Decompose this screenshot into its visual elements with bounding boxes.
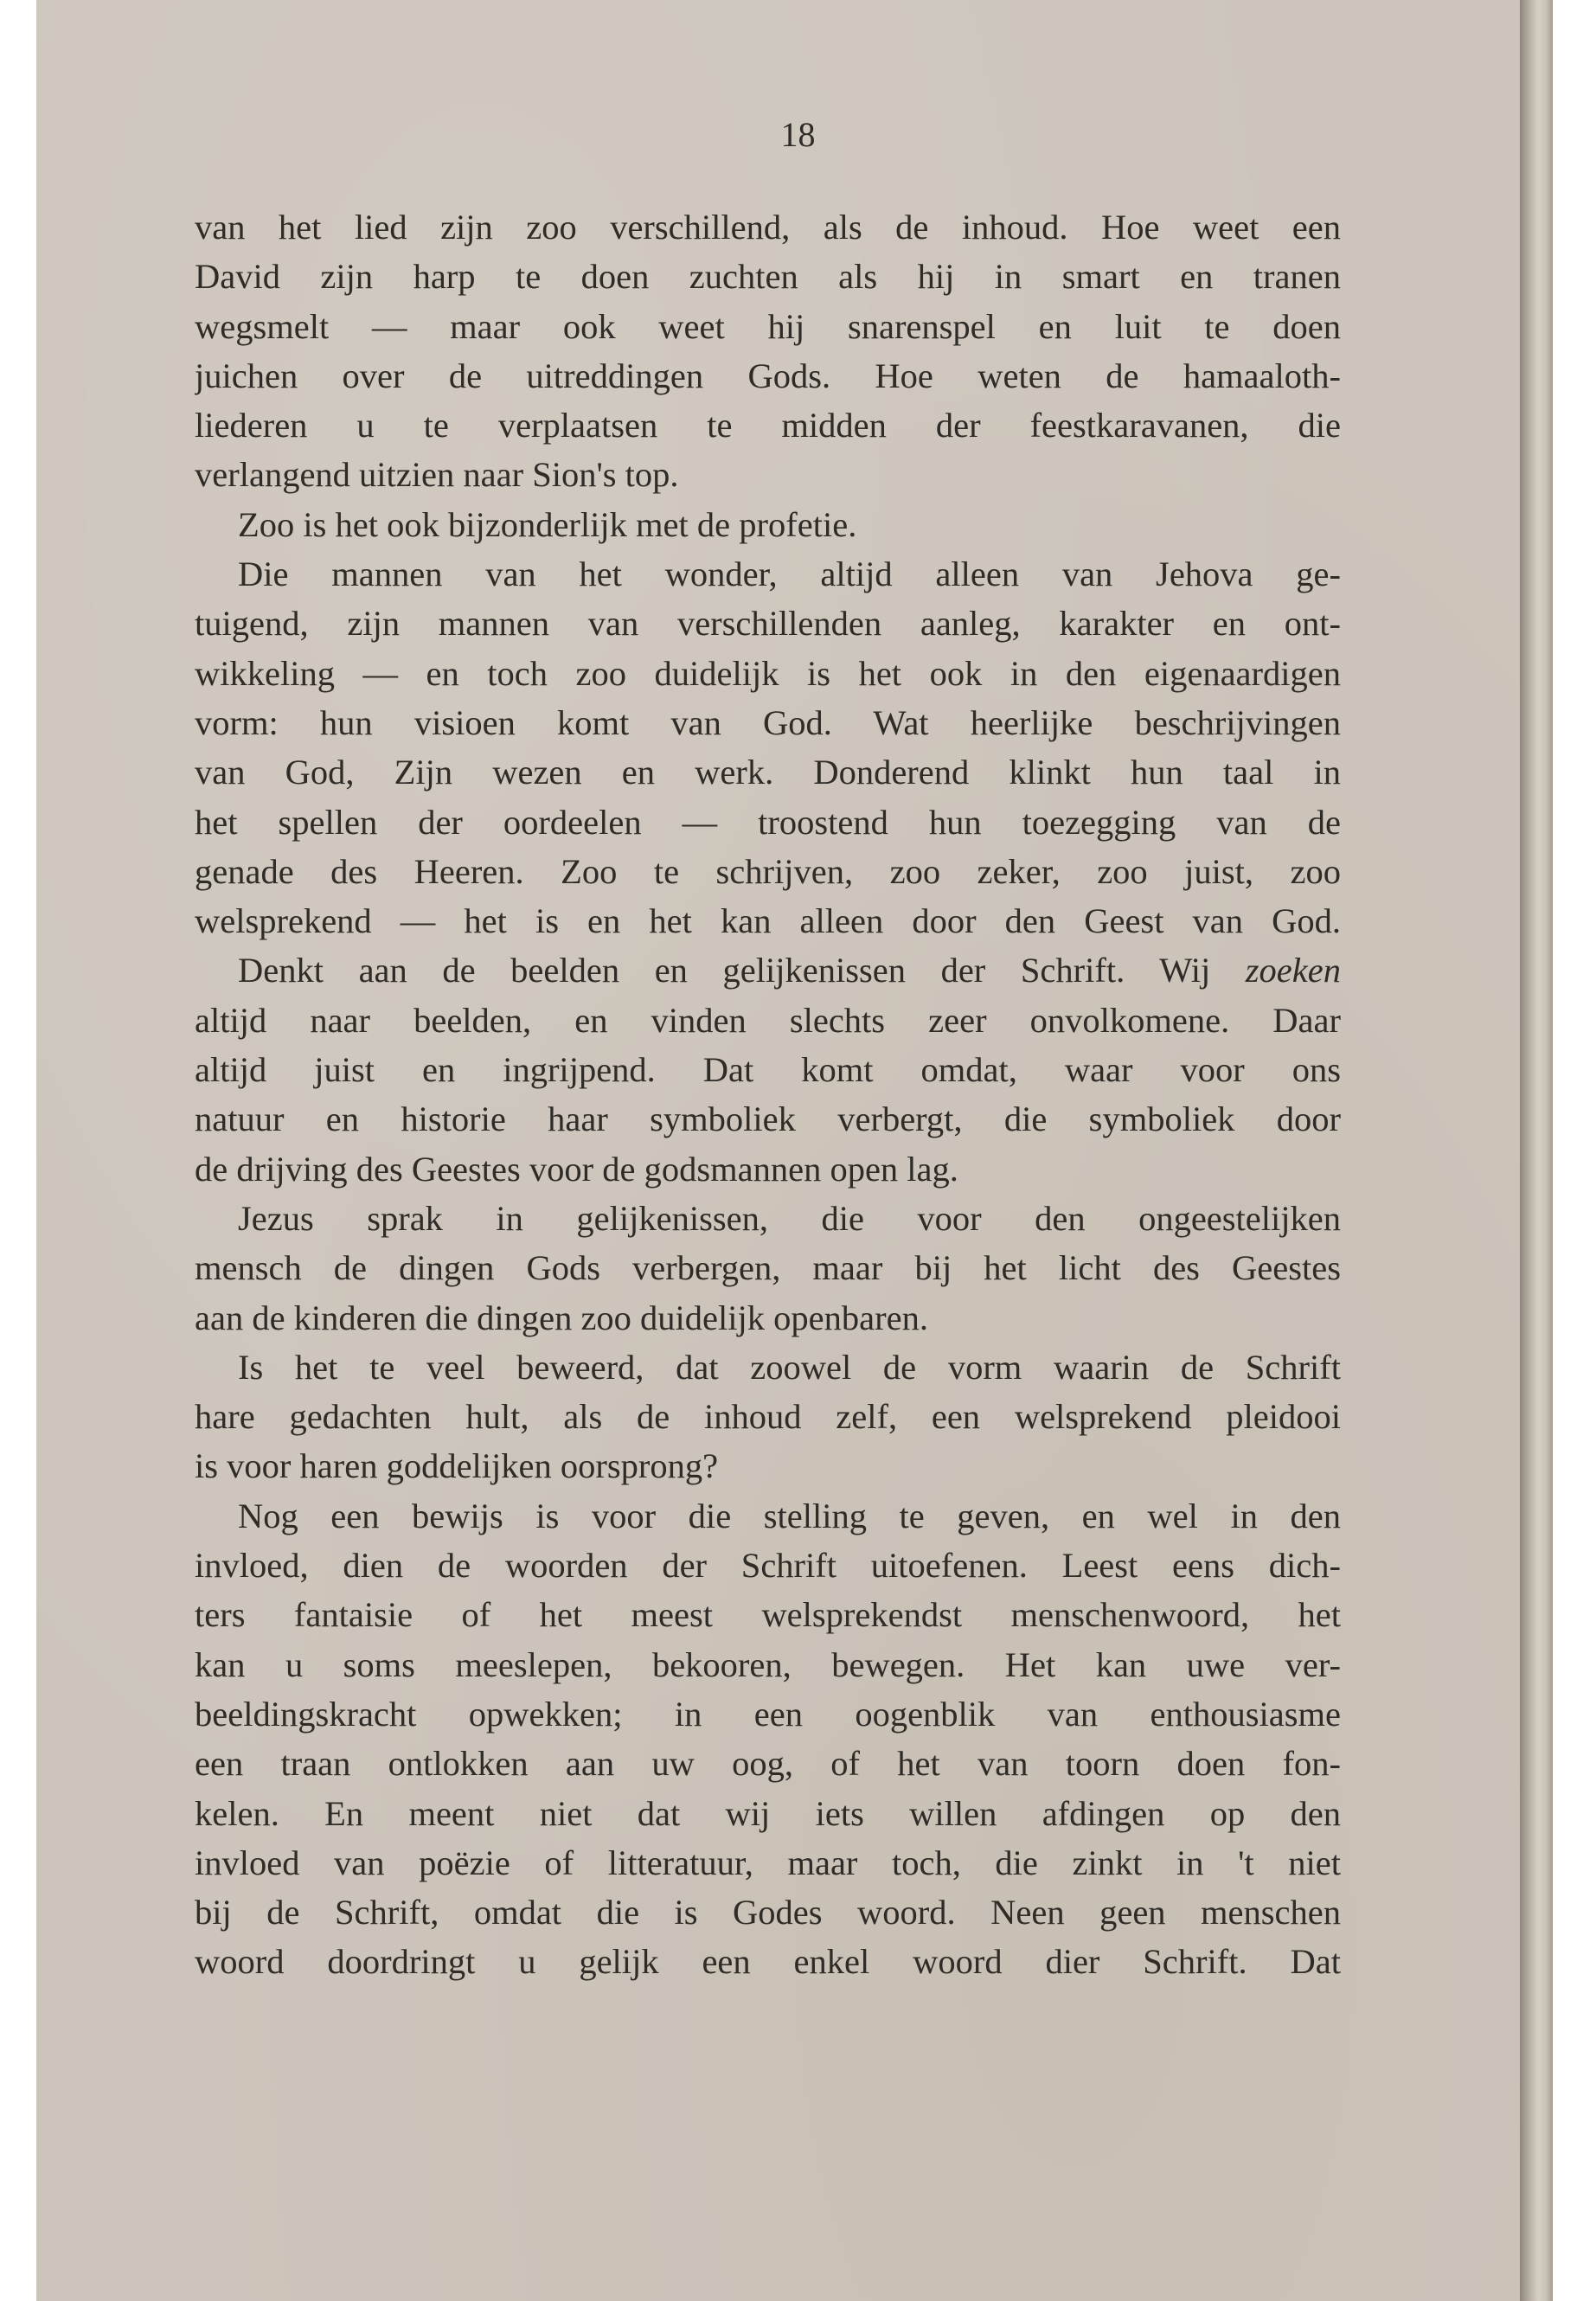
text-line-content: altijd juist en ingrijpend. Dat komt omdat, waar voor ons xyxy=(195,1050,1341,1090)
text-line-content: natuur en historie haar symboliek verbergt, die symboliek door xyxy=(195,1099,1341,1139)
text-line-content: invloed, dien de woorden der Schrift uitoefenen. Leest eens dich- xyxy=(195,1546,1341,1586)
text-line xyxy=(195,450,1341,499)
text-line-content: Jezus sprak in gelijkenissen, die voor den ongeestelijken xyxy=(238,1198,1341,1238)
text-line-content: ters fantaisie of het meest welsprekendst menschenwoord, het xyxy=(195,1595,1341,1635)
text-line xyxy=(195,847,1341,896)
text-line-content: invloed van poëzie of litteratuur, maar toch, die zinkt in 't niet xyxy=(195,1843,1341,1882)
text-line xyxy=(195,1293,1341,1343)
text-line-content: wikkeling — en toch zoo duidelijk is het ook in den eigenaardigen xyxy=(195,653,1341,693)
emphasized-word: zoeken xyxy=(1245,951,1341,990)
page-margin-background xyxy=(1553,0,1596,2301)
text-line-content: aan de kinderen die dingen zoo duidelijk openbaren. xyxy=(195,1298,928,1337)
text-line-content: woord doordringt u gelijk een enkel woord dier Schrift. Dat xyxy=(195,1942,1341,1982)
text-line xyxy=(195,1541,1341,1590)
text-line xyxy=(195,896,1341,945)
text-line-content: Zoo is het ook bijzonderlijk met de profetie. xyxy=(238,504,857,544)
book-spine-edge xyxy=(1520,0,1553,2301)
text-line xyxy=(195,302,1341,351)
text-line xyxy=(195,1640,1341,1689)
text-line-content: Denkt aan de beelden en gelijkenissen der Schrift. Wij xyxy=(238,951,1211,990)
text-line-content: van God, Zijn wezen en werk. Donderend klinkt hun taal in xyxy=(195,753,1341,792)
text-line-content: juichen over de uitreddingen Gods. Hoe weten de hamaaloth- xyxy=(195,356,1341,395)
text-line xyxy=(195,747,1341,797)
text-line xyxy=(195,1689,1341,1739)
text-line xyxy=(195,1144,1341,1194)
text-line-content: Nog een bewijs is voor die stelling te geven, en wel in den xyxy=(238,1496,1341,1535)
page-number: 18 xyxy=(780,115,816,154)
text-line-content: kan u soms meeslepen, bekooren, bewegen. Het kan uwe ver- xyxy=(195,1644,1341,1684)
text-line-content: altijd naar beelden, en vinden slechts zeer onvolkomene. Daar xyxy=(195,1000,1341,1040)
text-line-content: van het lied zijn zoo verschillend, als de inhoud. Hoe weet een xyxy=(195,208,1341,247)
text-line-content: Die mannen van het wonder, altijd alleen van Jehova ge- xyxy=(238,554,1341,594)
text-line xyxy=(195,549,1341,599)
text-line-content: vorm: hun visioen komt van God. Wat heerlijke beschrijvingen xyxy=(195,702,1341,742)
text-line-content: wegsmelt — maar ook weet hij snarenspel en luit te doen xyxy=(195,306,1341,346)
text-line xyxy=(195,1739,1341,1788)
text-line xyxy=(195,1937,1341,1986)
text-line xyxy=(195,401,1341,450)
text-line-content: verlangend uitzien naar Sion's top. xyxy=(195,455,679,495)
text-line-content: David zijn harp te doen zuchten als hij in smart en tranen xyxy=(195,257,1341,297)
text-line-content: het spellen der oordeelen — troostend hun toezegging van de xyxy=(195,802,1341,842)
text-line xyxy=(195,1045,1341,1094)
text-line xyxy=(195,1888,1341,1937)
text-line-content: mensch de dingen Gods verbergen, maar bij het licht des Geestes xyxy=(195,1248,1341,1288)
text-line-content: kelen. En meent niet dat wij iets willen afdingen op den xyxy=(195,1793,1341,1833)
text-line xyxy=(195,649,1341,698)
text-line-content: welsprekend — het is en het kan alleen door den Geest van God. xyxy=(195,901,1341,941)
text-line-content: genade des Heeren. Zoo te schrijven, zoo zeker, zoo juist, zoo xyxy=(195,851,1341,891)
text-line xyxy=(195,1094,1341,1144)
text-line xyxy=(195,996,1341,1045)
text-line xyxy=(195,599,1341,648)
text-line xyxy=(195,1441,1341,1490)
text-line-content: hare gedachten hult, als de inhoud zelf, een welsprekend pleidooi xyxy=(195,1397,1341,1437)
text-line xyxy=(195,202,1341,252)
text-line xyxy=(195,1194,1341,1243)
text-line xyxy=(195,1590,1341,1639)
text-line-content: beeldingskracht opwekken; in een oogenblik van enthousiasme xyxy=(195,1694,1341,1734)
text-line xyxy=(195,798,1341,847)
text-line-content: de drijving des Geestes voor de godsmannen open lag. xyxy=(195,1149,958,1189)
text-line-content: een traan ontlokken aan uw oog, of het van toorn doen fon- xyxy=(195,1744,1341,1784)
text-line xyxy=(195,698,1341,747)
text-line xyxy=(195,1392,1341,1441)
text-line xyxy=(195,252,1341,301)
text-line-content: tuigend, zijn mannen van verschillenden aanleg, karakter en ont- xyxy=(195,604,1341,644)
text-line-content: is voor haren goddelijken oorsprong? xyxy=(195,1446,719,1486)
body-text xyxy=(195,202,1341,1987)
text-line-content: bij de Schrift, omdat die is Godes woord. Neen geen menschen xyxy=(195,1893,1341,1932)
text-line xyxy=(195,945,1341,995)
text-line-content: Is het te veel beweerd, dat zoowel de vorm waarin de Schrift xyxy=(238,1347,1341,1387)
text-line xyxy=(195,500,1341,549)
text-line xyxy=(195,1491,1341,1541)
text-line xyxy=(195,1789,1341,1838)
text-line xyxy=(195,351,1341,401)
text-line xyxy=(195,1838,1341,1888)
text-line-content: liederen u te verplaatsen te midden der feestkaravanen, die xyxy=(195,406,1341,445)
text-line xyxy=(195,1243,1341,1292)
text-line xyxy=(195,1343,1341,1392)
